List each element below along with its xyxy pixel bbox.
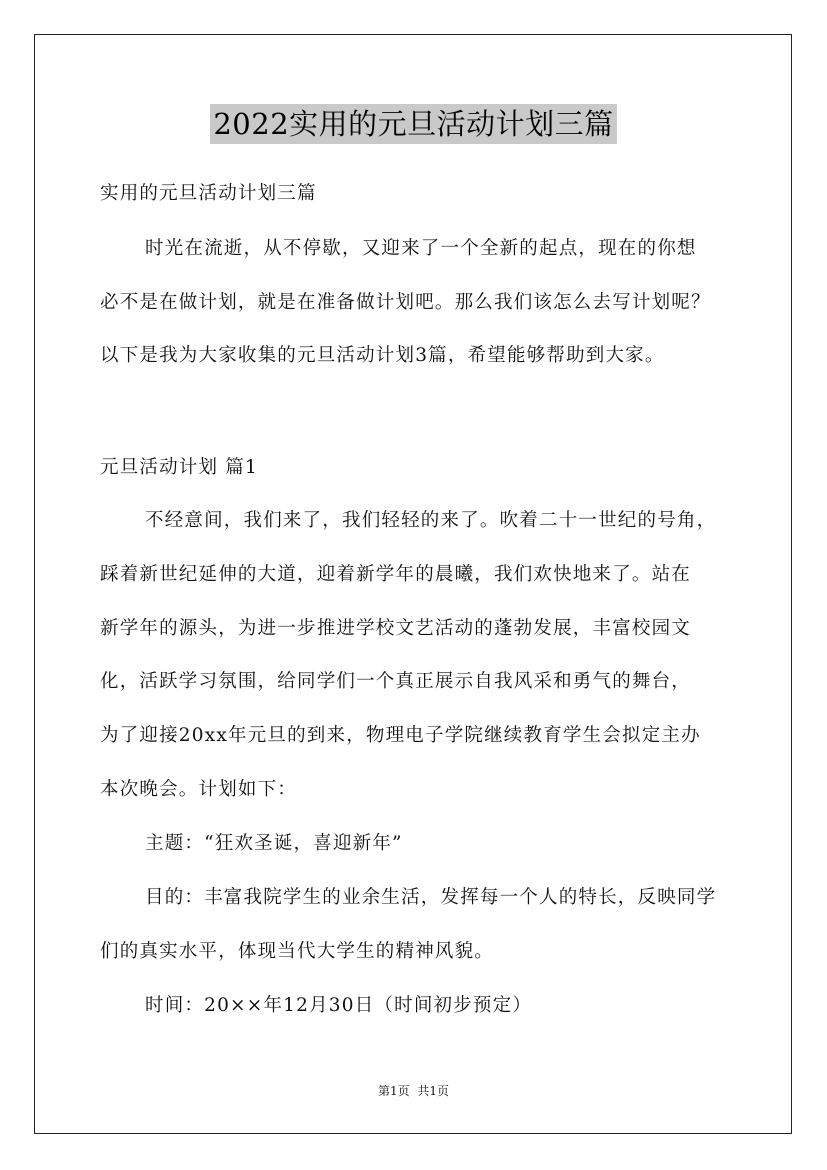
document-title: 2022实用的元旦活动计划三篇 — [210, 104, 616, 144]
body-line: 为了迎接20xx年元旦的到来，物理电子学院继续教育学生会拟定主办 — [100, 725, 701, 746]
page-number: 第1页 — [377, 1084, 410, 1098]
body-line: 不经意间，我们来了，我们轻轻的来了。吹着二十一世纪的号角， — [145, 510, 717, 531]
section-heading: 元旦活动计划 篇1 — [100, 457, 258, 478]
body-line: 本次晚会。计划如下： — [100, 779, 298, 800]
intro-line-1: 时光在流逝，从不停歇，又迎来了一个全新的起点，现在的你想 — [145, 238, 697, 259]
body-line: 踩着新世纪延伸的大道，迎着新学年的晨曦，我们欢快地来了。站在 — [100, 564, 692, 585]
subtitle: 实用的元旦活动计划三篇 — [100, 183, 317, 204]
purpose-line-cont: 们的真实水平，体现当代大学生的精神风貌。 — [100, 941, 495, 962]
theme-line: 主题：“狂欢圣诞，喜迎新年” — [145, 833, 403, 854]
page-total: 共1页 — [417, 1084, 450, 1098]
body-line: 化，活跃学习氛围，给同学们一个真正展示自我风采和勇气的舞台， — [100, 671, 692, 692]
body-line: 新学年的源头，为进一步推进学校文艺活动的蓬勃发展，丰富校园文 — [100, 618, 692, 639]
title-container — [0, 104, 827, 144]
page-footer — [0, 1083, 827, 1099]
purpose-line: 目的：丰富我院学生的业余生活，发挥每一个人的特长，反映同学 — [145, 887, 717, 908]
intro-line-3: 以下是我为大家收集的元旦活动计划3篇，希望能够帮助到大家。 — [100, 345, 665, 366]
intro-line-2: 必不是在做计划，就是在准备做计划吧。那么我们该怎么去写计划呢？ — [100, 292, 711, 313]
time-line: 时间：20××年12月30日（时间初步预定） — [145, 995, 533, 1016]
